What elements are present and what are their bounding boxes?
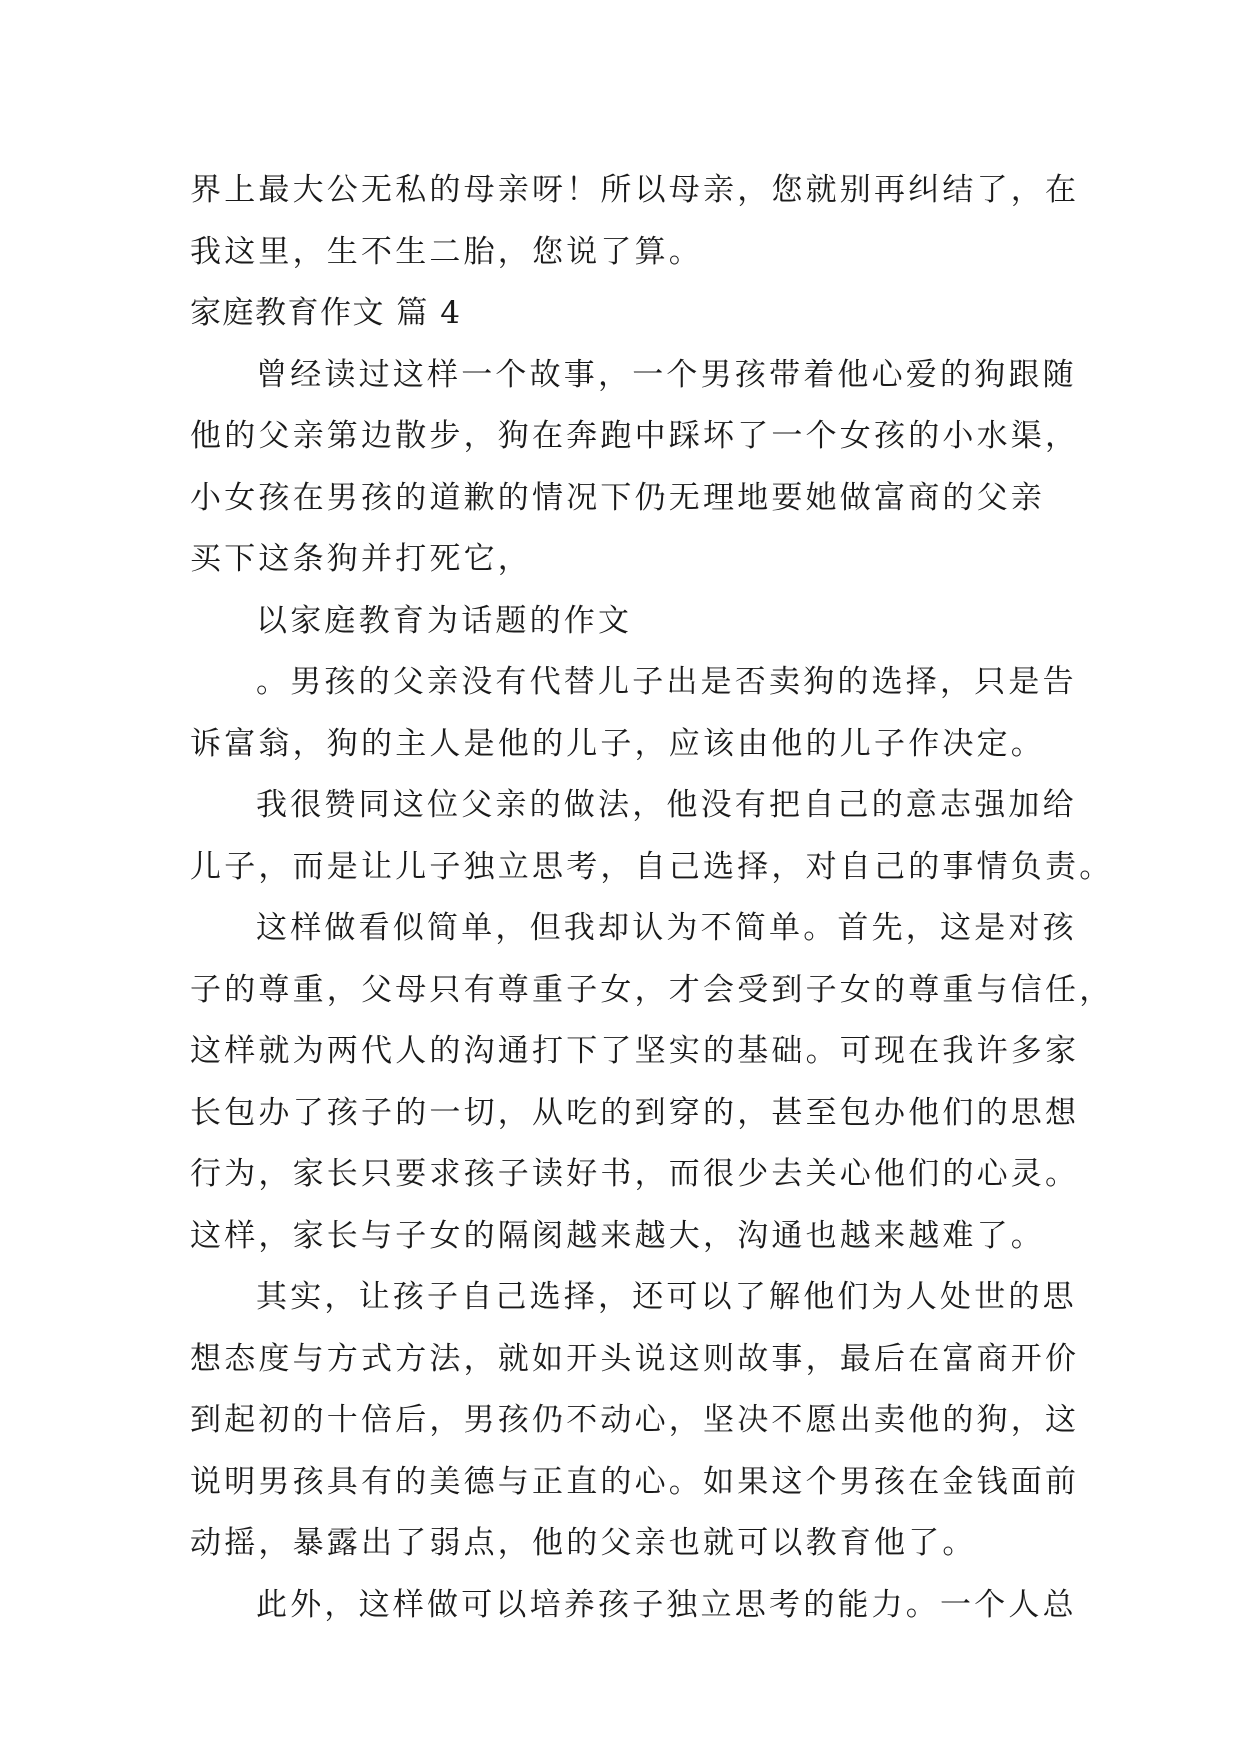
text-line: 小女孩在男孩的道歉的情况下仍无理地要她做富商的父亲 <box>190 479 1045 516</box>
text-line: 诉富翁，狗的主人是他的儿子，应该由他的儿子作决定。 <box>190 725 1045 762</box>
text-line: 其实，让孩子自己选择，还可以了解他们为人处世的思 <box>256 1279 1077 1315</box>
text-line: 他的父亲第边散步，狗在奔跑中踩坏了一个女孩的小水渠， <box>190 418 1080 454</box>
document-body <box>190 160 1114 1636</box>
text-line: 子的尊重，父母只有尊重子女，才会受到子女的尊重与信任， <box>190 971 1114 1008</box>
text-line: 这样就为两代人的沟通打下了坚实的基础。可现在我许多家 <box>190 1033 1080 1069</box>
section-heading: 家庭教育作文 篇 4 <box>190 295 462 331</box>
text-line: 长包办了孩子的一切，从吃的到穿的，甚至包办他们的思想 <box>190 1094 1080 1131</box>
text-line: 说明男孩具有的美德与正直的心。如果这个男孩在金钱面前 <box>190 1463 1080 1500</box>
text-line: 这样做看似简单，但我却认为不简单。首先，这是对孩 <box>256 910 1077 946</box>
text-line: 以家庭教育为话题的作文 <box>256 602 633 639</box>
text-line: 买下这条狗并打死它， <box>190 541 532 577</box>
text-line: 动摇，暴露出了弱点，他的父亲也就可以教育他了。 <box>190 1525 977 1561</box>
text-line: 我很赞同这位父亲的做法，他没有把自己的意志强加给 <box>256 787 1077 823</box>
text-line: 我这里，生不生二胎，您说了算。 <box>190 233 703 270</box>
text-line: 儿子，而是让儿子独立思考，自己选择，对自己的事情负责。 <box>190 848 1114 885</box>
text-line: 行为，家长只要求孩子读好书，而很少去关心他们的心灵。 <box>190 1156 1080 1192</box>
text-line: 想态度与方式方法，就如开头说这则故事，最后在富商开价 <box>190 1340 1080 1377</box>
text-line: 。男孩的父亲没有代替儿子出是否卖狗的选择，只是告 <box>256 664 1077 700</box>
text-line: 到起初的十倍后，男孩仍不动心，坚决不愿出卖他的狗，这 <box>190 1402 1080 1438</box>
text-line: 界上最大公无私的母亲呀！所以母亲，您就别再纠结了，在 <box>190 172 1080 208</box>
text-line: 这样，家长与子女的隔阂越来越大，沟通也越来越难了。 <box>190 1217 1045 1254</box>
text-line: 曾经读过这样一个故事，一个男孩带着他心爱的狗跟随 <box>256 356 1077 393</box>
text-line: 此外，这样做可以培养孩子独立思考的能力。一个人总 <box>256 1586 1077 1623</box>
